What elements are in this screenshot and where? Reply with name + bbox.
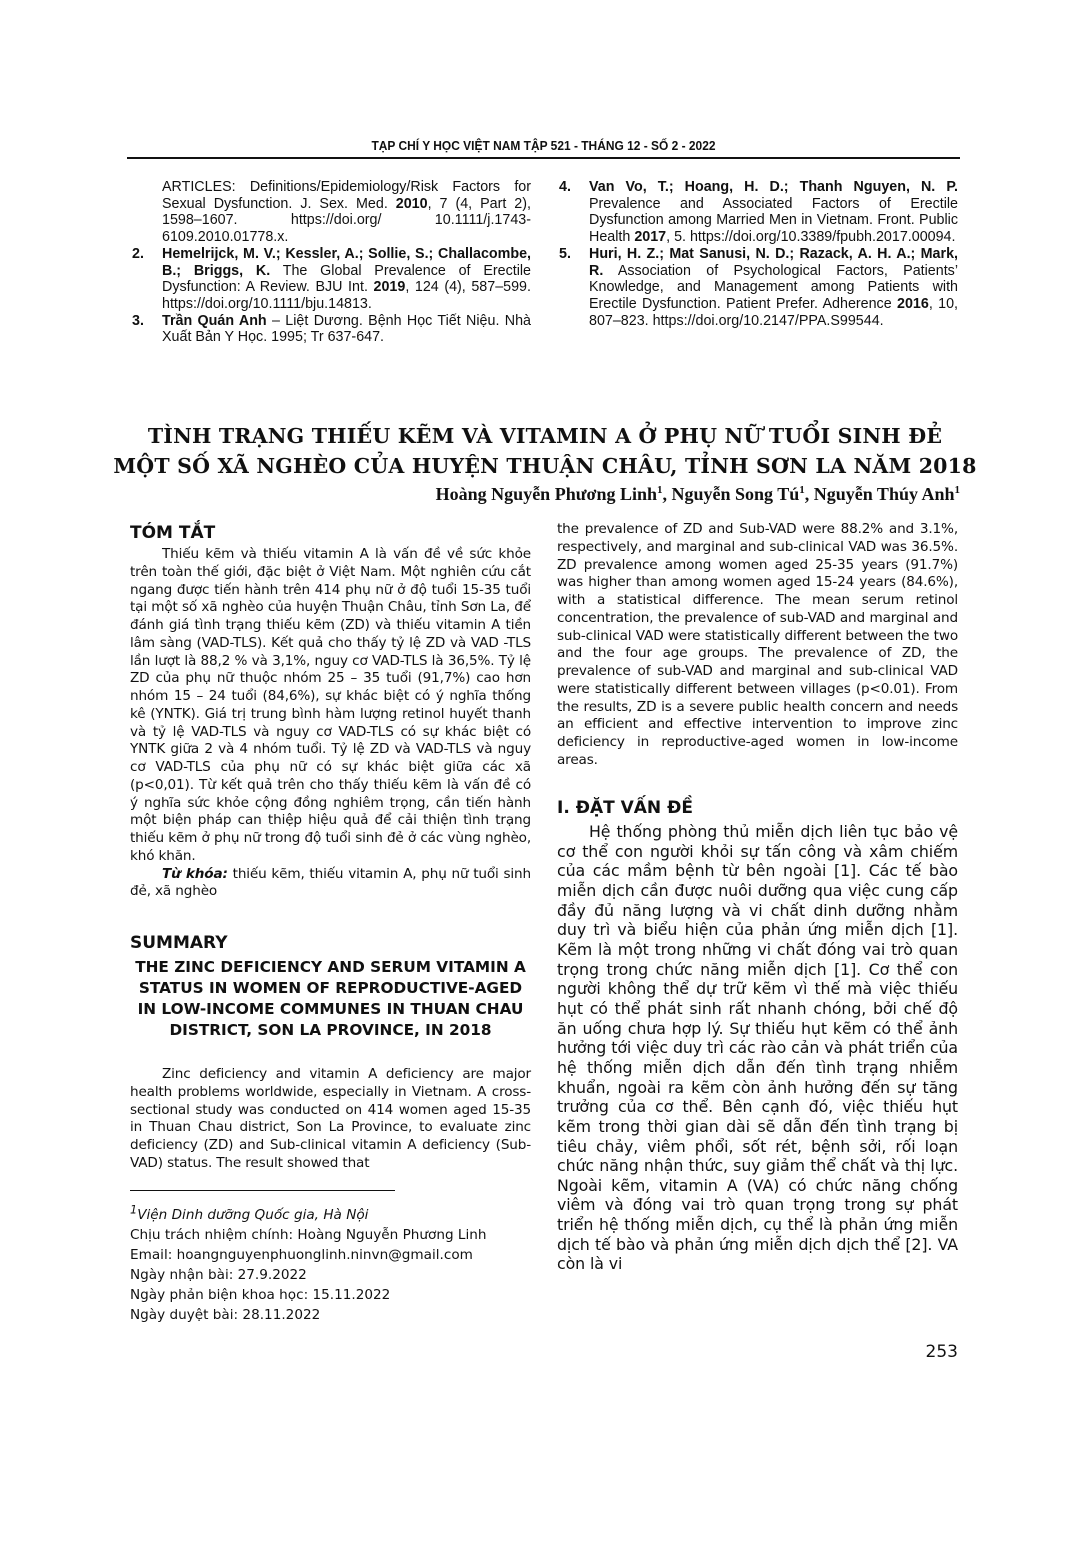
article-title-line-2: MỘT SỐ XÃ NGHÈO CỦA HUYỆN THUẬN CHÂU, TỈNH SƠN LA NĂM 2018	[113, 454, 977, 478]
journal-header: TẠP CHÍ Y HỌC VIỆT NAM TẬP 521 - THÁNG 12 - SỐ 2 - 2022	[371, 138, 716, 153]
summary-text-part2: the prevalence of ZD and Sub-VAD were 88.2% and 3.1%, respectively, and marginal and sub-clinical VAD was 36.5%. ZD prevalence among women aged 25-35 years (91.7%) was higher than among women aged 15-24 years (84.6%), with a statistical difference. The mean serum retinol concentration, the prevalence of sub-VAD and marginal and sub-clinical VAD were statistically different between the two and the four age groups. The prevalence of ZD, the prevalence of sub-VAD and marginal and sub-clinical VAD were statistically different between villages (p<0.01). From the results, ZD is a severe public health concern and needs an efficient and effective intervention to improve zinc deficiency in reproductive-aged women in low-income areas.	[557, 521, 958, 768]
reference-item	[130, 179, 531, 246]
date-reviewed: Ngày phản biện khoa học: 15.11.2022	[130, 1286, 391, 1303]
footnote: $^1$Viện Dinh dưỡng Quốc gia, Hà Nội Chịu trách nhiệm chính: Hoàng Nguyễn Phương Linh Email: hoangnguyenphuonglinh.ninvn@gmail.com Ngày nhận bài: 27.9.2022 Ngày phản biện khoa học: 15.11.2022 Ngày duyệt bài: 28.11.2022	[130, 1199, 531, 1325]
authors: Hoàng Nguyễn Phương Linh$^1$, Nguyễn Song $Tú^1$, Nguyễn Thúy Anh$^1$	[435, 484, 960, 504]
reference-text: Van Vo, T.; Hoang, H. D.; Thanh Nguyen, N. P. Prevalence and Associated Factors of Erectile Dysfunction among Married Men in Vietnam. Front. Public Health 2017, 5. https://doi.org/10.3389/fpubh.2017.00094.	[589, 179, 958, 246]
summary-text-part1: Zinc deficiency and vitamin A deficiency are major health problems worldwide, especially in Vietnam. A cross-sectional study was conducted on 414 women aged 15-35 in Thuan Chau district, Son La Province, to evaluate zinc deficiency (ZD) and Sub-clinical vitamin A deficiency (Sub-VAD) status. The result showed that	[130, 1066, 531, 1171]
abstract-vi-heading: TÓM TẮT	[130, 523, 216, 543]
email: Email: hoangnguyenphuonglinh.ninvn@gmail.com	[130, 1246, 473, 1263]
corresponding-author: Chịu trách nhiệm chính: Hoàng Nguyễn Phương Linh	[130, 1226, 487, 1243]
affiliation: Viện Dinh dưỡng Quốc gia, Hà Nội	[137, 1206, 369, 1223]
reference-item: 2. Hemelrijck, M. V.; Kessler, A.; Sollie, S.; Challacombe, B.; Briggs, K. The Global Prevalence of Erectile Dysfunction: A Review. BJU Int. 2019, 124 (4), 587–599. https://doi.org/10.1111/bju.14813.	[132, 245, 531, 312]
date-received: Ngày nhận bài: 27.9.2022	[130, 1266, 307, 1283]
reference-text: Huri, H. Z.; Mat Sanusi, N. D.; Razack, A. H. A.; Mark, R. Association of Psychological Factors, Patients’ Knowledge, and Management among Patients with Erectile Dysfunction. Patient Prefer. Adherence 2016, 10, 807–823. https://doi.org/10.2147/PPA.S99544.	[589, 245, 958, 329]
intro-heading: I. ĐẶT VẤN ĐỀ	[557, 798, 693, 818]
reference-text: Trần Quán Anh – Liệt Dương. Bệnh Học Tiết Niệu. Nhà Xuất Bản Y Học. 1995; Tr 637-647.	[162, 312, 531, 346]
date-accepted: Ngày duyệt bài: 28.11.2022	[130, 1306, 321, 1323]
footnote-rule	[130, 1190, 395, 1191]
page-number: 253	[925, 1342, 958, 1362]
keywords-label: Từ khóa:	[162, 865, 228, 882]
summary-heading: SUMMARY	[130, 933, 228, 953]
header-rule	[127, 157, 960, 159]
reference-item: 3. Trần Quán Anh – Liệt Dương. Bệnh Học Tiết Niệu. Nhà Xuất Bản Y Học. 1995; Tr 637-647.	[132, 312, 531, 346]
abstract-vi-text: Thiếu kẽm và thiếu vitamin A là vấn đề về sức khỏe trên toàn thế giới, đặc biệt ở Việt Nam. Một nghiên cứu cắt ngang được tiến hành trên 414 phụ nữ ở độ tuổi 15-35 tuổi tại một số xã nghèo của huyện Thuận Châu, tỉnh Sơn La, để đánh giá tình trạng thiếu kẽm (ZD) và thiếu vitamin A tiền lâm sàng (VAD-TLS). Kết quả cho thấy tỷ lệ ZD và VAD -TLS lần lượt là 88,2 % và 3,1%, nguy cơ VAD-TLS là 36,5%. Tỷ lệ ZD của phụ nữ thuộc nhóm 25 – 35 tuổi (91,7%) cao hơn nhóm 15 – 24 tuổi (84,6%), sự khác biệt có ý nghĩa thống kê (YNTK). Giá trị trung bình hàm lượng retinol huyết thanh và tỷ lệ VAD-TLS và nguy cơ VAD-TLS có sự khác biệt có YNTK giữa 2 và 4 nhóm tuổi. Tỷ lệ ZD và VAD-TLS và nguy cơ VAD-TLS của phụ nữ có sự khác biệt giữa các xã (p<0,01). Từ kết quả trên cho thấy thiếu kẽm là vấn đề có ý nghĩa sức khỏe cộng đồng nghiêm trọng, cần tiến hành một biện pháp can thiệp hiệu quả để cải thiện tình trạng thiếu kẽm ở phụ nữ trong độ tuổi sinh đẻ ở các vùng nghèo, khó khăn.	[130, 546, 531, 864]
summary-title: THE ZINC DEFICIENCY AND SERUM VITAMIN A STATUS IN WOMEN OF REPRODUCTIVE-AGED IN LOW-INCOME COMMUNES IN THUAN CHAU DISTRICT, SON LA PROVINCE, IN 2018	[135, 958, 526, 1039]
reference-item: 4. Van Vo, T.; Hoang, H. D.; Thanh Nguyen, N. P. Prevalence and Associated Factors of Erectile Dysfunction among Married Men in Vietnam. Front. Public Health 2017, 5. https://doi.org/10.3389/fpubh.2017.00094.	[559, 179, 958, 246]
reference-item: 5. Huri, H. Z.; Mat Sanusi, N. D.; Razack, A. H. A.; Mark, R. Association of Psychological Factors, Patients’ Knowledge, and Management among Patients with Erectile Dysfunction. Patient Prefer. Adherence 2016, 10, 807–823. https://doi.org/10.2147/PPA.S99544.	[559, 245, 958, 329]
intro-text: Hệ thống phòng thủ miễn dịch liên tục bảo vệ cơ thể con người khỏi sự tấn công và xâm chiếm của các mầm bệnh từ bên ngoài [1]. Các tế bào miễn dịch cần được nuôi dưỡng qua việc cung cấp đầy đủ năng lượng và vi chất dinh dưỡng nhằm duy trì và biểu hiện của phản ứng miễn dịch [1]. Kẽm là một trong những vi chất đóng vai trò quan trọng trong chức năng miễn dịch [1]. Cơ thể con người không thể dự trữ kẽm vì thế mà việc thiếu hụt có thể phát sinh rất nhanh chóng, bởi chế độ ăn uống chưa hợp lý. Sự thiếu hụt kẽm có thể ảnh hưởng tới việc duy trì các rào cản và phát triển của hệ thống miễn dịch dẫn đến tình trạng nhiễm khuẩn, ngoài ra kẽm còn ảnh hưởng đến sự tăng trưởng của cơ thể. Bên cạnh đó, việc thiếu hụt kẽm trong thời gian dài sẽ dẫn đến tình trạng bị tiêu chảy, viêm phổi, sốt rét, bệnh sởi, rối loạn chức năng nhận thức, suy giảm thể chất và thị lực. Ngoài kẽm, vitamin A (VA) có chức năng chống viêm và đóng vai trò quan trọng trong sự phát triển hệ thống miễn dịch, cụ thể là phản ứng miễn dịch tế bào và phản ứng miễn dịch dịch thể [2]. VA còn là vi	[557, 822, 958, 1274]
reference-text: Hemelrijck, M. V.; Kessler, A.; Sollie, S.; Challacombe, B.; Briggs, K. The Global Prevalence of Erectile Dysfunction: A Review. BJU Int. 2019, 124 (4), 587–599. https://doi.org/10.1111/bju.14813.	[162, 245, 531, 312]
references-right	[557, 179, 958, 329]
reference-text: ARTICLES: Definitions/Epidemiology/Risk Factors for Sexual Dysfunction. J. Sex. Med. 2010, 7 (4, Part 2), 1598–1607. https://doi.org/ 10.1111/j.1743-6109.2010.01778.x.	[162, 179, 531, 246]
references-left	[130, 179, 531, 346]
keywords: thiếu kẽm, thiếu vitamin A, phụ nữ tuổi sinh đẻ, xã nghèo	[130, 865, 531, 900]
abstract-vi	[130, 546, 531, 901]
article-title-line-1: TÌNH TRẠNG THIẾU KẼM VÀ VITAMIN A Ở PHỤ NỮ TUỔI SINH ĐẺ	[147, 424, 943, 448]
